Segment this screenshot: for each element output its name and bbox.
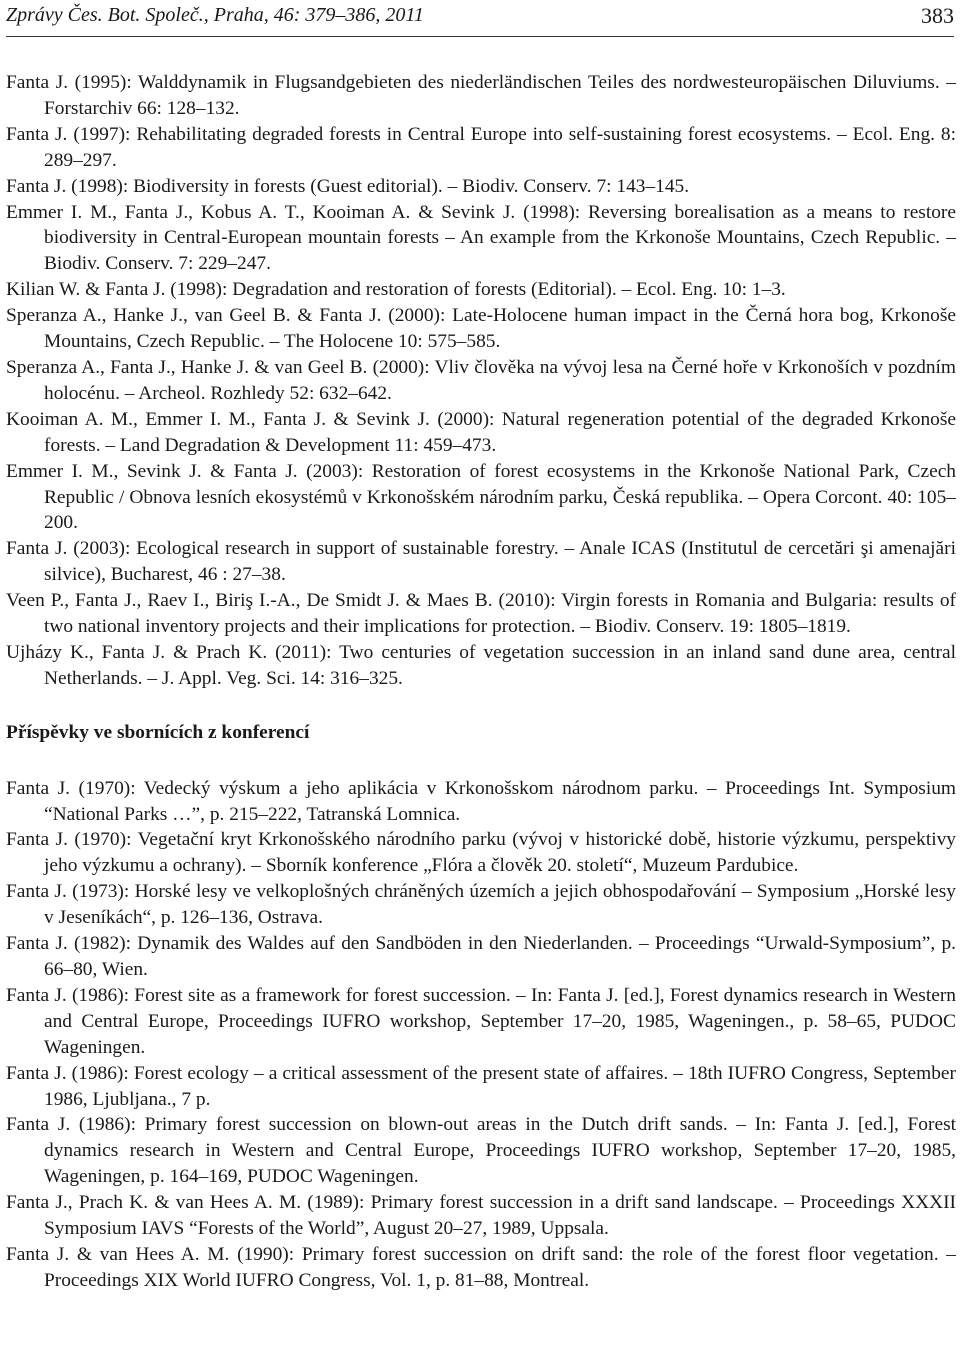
reference-item: Fanta J. & van Hees A. M. (1990): Primary forest succession on drift sand: the role of the forest floor vegetation. – Proceedings XIX World IUFRO Congress, Vol. 1, p. 81–88, Montreal.: [6, 1243, 956, 1291]
reference-item: Fanta J. (1995): Walddynamik in Flugsandgebieten des niederländischen Teiles des nordwesteuropäischen Diluviums. – Forstarchiv 66: 128–132.: [6, 72, 956, 119]
reference-item: Fanta J. (1986): Forest site as a framework for forest succession. – In: Fanta J. [ed.], Forest dynamics research in Western and Central Europe, Proceedings IUFRO workshop, September 17–20, 1985, Wageningen., p. 58–65, PUDOC Wageningen.: [6, 984, 956, 1058]
reference-item: Fanta J. (2003): Ecological research in support of sustainable forestry. – Anale ICAS (Institutul de cercetări şi amenajări silvice), Bucharest, 46 : 27–38.: [6, 538, 956, 586]
reference-item: Emmer I. M., Sevink J. & Fanta J. (2003): Restoration of forest ecosystems in the Krkonoše National Park, Czech Republic / Obnova lesních ekosystémů v Krkonošském národním parku, Česká republika. – Opera Corcont. 40: 105–200.: [6, 460, 956, 534]
running-header: [6, 0, 954, 37]
reference-item: Fanta J. (1997): Rehabilitating degraded forests in Central Europe into self-sustaining forest ecosystems. – Ecol. Eng. 8: 289–297.: [6, 123, 956, 171]
reference-list: [6, 70, 956, 1294]
reference-item: Fanta J. (1982): Dynamik des Waldes auf den Sandböden in den Niederlanden. – Proceedings “Urwald-Symposium”, p. 66–80, Wien.: [6, 933, 956, 980]
reference-item: Fanta J. (1973): Horské lesy ve velkoplošných chráněných územích a jejich obhospodařování – Symposium „Horské lesy v Jeseníkách“, p. 126–136, Ostrava.: [6, 881, 956, 929]
section-heading: Příspěvky ve sbornících z konferencí: [6, 721, 310, 743]
reference-item: Fanta J., Prach K. & van Hees A. M. (1989): Primary forest succession in a drift sand landscape. – Proceedings XXXII Symposium IAVS “Forests of the World”, August 20–27, 1989, Uppsala.: [6, 1192, 956, 1240]
page-number: 383: [921, 3, 954, 28]
reference-item: Kilian W. & Fanta J. (1998): Degradation and restoration of forests (Editorial). – Ecol. Eng. 10: 1–3.: [6, 279, 786, 301]
reference-item: Fanta J. (1986): Primary forest succession on blown-out areas in the Dutch drift sands. – In: Fanta J. [ed.], Forest dynamics research in Western and Central Europe, Proceedings IUFRO workshop, September 17–20, 1985, Wageningen, p. 164–169, PUDOC Wageningen.: [6, 1114, 956, 1188]
reference-item: Kooiman A. M., Emmer I. M., Fanta J. & Sevink J. (2000): Natural regeneration potential of the degraded Krkonoše forests. – Land Degradation & Development 11: 459–473.: [6, 408, 956, 456]
journal-citation: Zprávy Čes. Bot. Společ., Praha, 46: 379–386, 2011: [6, 4, 424, 26]
reference-item: Fanta J. (1970): Vegetační kryt Krkonošského národního parku (vývoj v historické době, historie výzkumu, perspektivy jeho výzkumu a ochrany). – Sborník konference „Flóra a člověk 20. století“, Muzeum Pardubice.: [6, 829, 956, 877]
reference-item: Emmer I. M., Fanta J., Kobus A. T., Kooiman A. & Sevink J. (1998): Reversing borealisation as a means to restore biodiversity in Central-European mountain forests – An example from the Krkonoše Mountains, Czech Republic. – Biodiv. Conserv. 7: 229–247.: [6, 201, 956, 275]
reference-item: Fanta J. (1986): Forest ecology – a critical assessment of the present state of affaires. – 18th IUFRO Congress, September 1986, Ljubljana., 7 p.: [6, 1062, 956, 1110]
reference-item: Speranza A., Hanke J., van Geel B. & Fanta J. (2000): Late-Holocene human impact in the Černá hora bog, Krkonoše Mountains, Czech Republic. – The Holocene 10: 575–585.: [6, 305, 956, 353]
reference-item: Fanta J. (1970): Vedecký výskum a jeho aplikácia v Krkonošskom národnom parku. – Proceedings Int. Symposium “National Parks …”, p. 215–222, Tatranská Lomnica.: [6, 777, 956, 825]
reference-item: Ujházy K., Fanta J. & Prach K. (2011): Two centuries of vegetation succession in an inland sand dune area, central Netherlands. – J. Appl. Veg. Sci. 14: 316–325.: [6, 641, 956, 689]
reference-item: Veen P., Fanta J., Raev I., Biriş I.-A., De Smidt J. & Maes B. (2010): Virgin forests in Romania and Bulgaria: results of two national inventory projects and their implications for protection. – Biodiv. Conserv. 19: 1805–1819.: [6, 590, 956, 638]
reference-item: Speranza A., Fanta J., Hanke J. & van Geel B. (2000): Vliv člověka na vývoj lesa na Černé hoře v Krkonoších v pozdním holocénu. – Archeol. Rozhledy 52: 632–642.: [6, 356, 956, 404]
reference-item: Fanta J. (1998): Biodiversity in forests (Guest editorial). – Biodiv. Conserv. 7: 143–145.: [6, 175, 690, 197]
